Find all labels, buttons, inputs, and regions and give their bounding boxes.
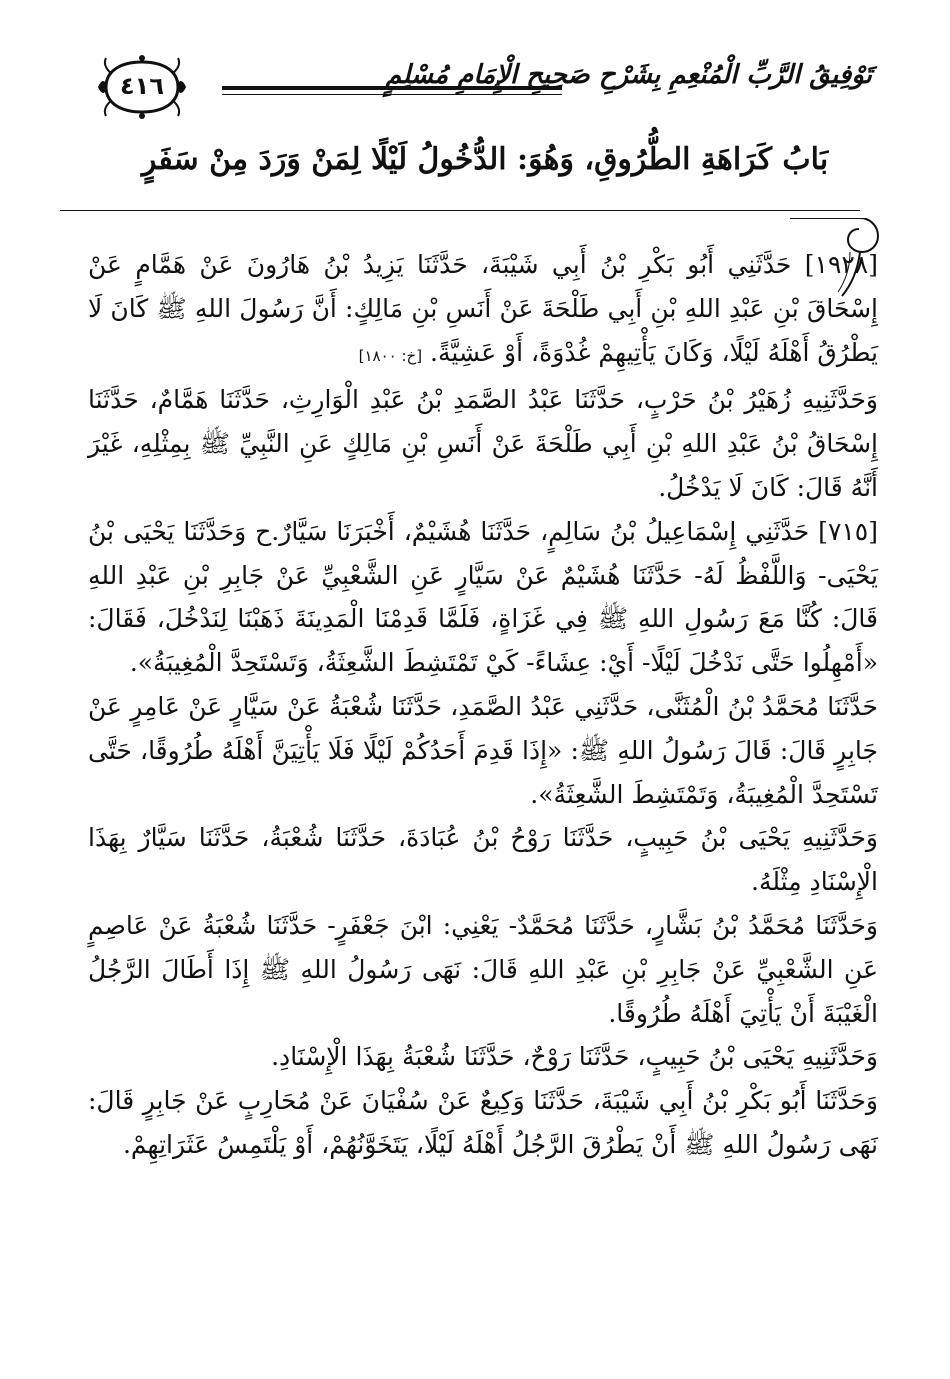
header-rule-thin (222, 94, 562, 95)
paragraph: وَحَدَّثَنِيهِ يَحْيَى بْنُ حَبِيبٍ، حَدَّثَنَا رَوْحُ بْنُ عُبَادَةَ، حَدَّثَنَا شُعْبَةُ، حَدَّثَنَا سَيَّارٌ بِهَذَا الْإِسْنَادِ مِثْلَهُ. (88, 823, 878, 897)
paragraph-715: [٧١٥] حَدَّثَنِي إِسْمَاعِيلُ بْنُ سَالِمٍ، حَدَّثَنَا هُشَيْمٌ، أَخْبَرَنَا سَيَّارٌ.ح وَحَدَّثَنَا يَحْيَى بْنُ يَحْيَى- وَاللَّفْظُ لَهُ- حَدَّثَنَا هُشَيْمٌ عَنْ سَيَّارٍ عَنِ الشَّعْبِيِّ عَنْ جَابِرِ بْنِ عَبْدِ اللهِ قَالَ: كُنَّا مَعَ رَسُولِ اللهِ ﷺ فِي غَزَاةٍ، فَلَمَّا قَدِمْنَا الْمَدِينَةَ ذَهَبْنَا لِنَدْخُلَ، فَقَالَ: «أَمْهِلُوا حَتَّى نَدْخُلَ لَيْلًا- أَيْ: عِشَاءً- كَيْ تَمْتَشِطَ الشَّعِثَةُ، وَتَسْتَحِدَّ الْمُغِيبَةُ». (88, 516, 878, 678)
paragraph: وَحَدَّثَنِيهِ زُهَيْرُ بْنُ حَرْبٍ، حَدَّثَنَا عَبْدُ الصَّمَدِ بْنُ عَبْدِ الْوَارِثِ، حَدَّثَنَا هَمَّامٌ، حَدَّثَنَا إِسْحَاقُ بْنُ عَبْدِ اللهِ بْنِ أَبِي طَلْحَةَ عَنْ أَنَسِ بْنِ مَالِكٍ عَنِ النَّبِيِّ ﷺ بِمِثْلِهِ، غَيْرَ أَنَّهُ قَالَ: كَانَ لَا يَدْخُلُ. (88, 385, 878, 502)
chapter-title: بَابُ كَرَاهَةِ الطُّرُوقِ، وَهُوَ: الدُّخُولُ لَيْلًا لِمَنْ وَرَدَ مِنْ سَفَرٍ (141, 142, 829, 177)
chapter-rule (60, 210, 860, 211)
paragraph: وَحَدَّثَنِيهِ يَحْيَى بْنُ حَبِيبٍ، حَدَّثَنَا رَوْحٌ، حَدَّثَنَا شُعْبَةُ بِهَذَا الْإِسْنَادِ. (271, 1042, 878, 1072)
header-rule (222, 86, 562, 90)
paragraph: وَحَدَّثَنَا أَبُو بَكْرِ بْنُ أَبِي شَيْبَةَ، حَدَّثَنَا وَكِيعٌ عَنْ سُفْيَانَ عَنْ مُحَارِبٍ عَنْ جَابِرٍ قَالَ: نَهَى رَسُولُ اللهِ ﷺ أَنْ يَطْرُقَ الرَّجُلُ أَهْلَهُ لَيْلًا، يَتَخَوَّنُهُمْ، أَوْ يَلْتَمِسُ عَثَرَاتِهِمْ. (88, 1086, 878, 1159)
cross-reference: [خ: ١٨٠٠] (358, 346, 423, 365)
running-title: تَوْفِيقُ الرَّبِّ الْمُنْعِمِ بِشَرْحِ صَحِيحِ الْإِمَامِ مُسْلِمٍ (385, 60, 872, 90)
paragraph: وَحَدَّثَنَا مُحَمَّدُ بْنُ بَشَّارٍ، حَدَّثَنَا مُحَمَّدٌ- يَعْنِي: ابْنَ جَعْفَرٍ- حَدَّثَنَا شُعْبَةُ عَنْ عَاصِمٍ عَنِ الشَّعْبِيِّ عَنْ جَابِرِ بْنِ عَبْدِ اللهِ قَالَ: نَهَى رَسُولُ اللهِ ﷺ إِذَا أَطَالَ الرَّجُلُ الْغَيْبَةَ أَنْ يَأْتِيَ أَهْلَهُ طُرُوقًا. (88, 910, 878, 1028)
paragraph: حَدَّثَنَا مُحَمَّدُ بْنُ الْمُثَنَّى، حَدَّثَنِي عَبْدُ الصَّمَدِ، حَدَّثَنَا شُعْبَةُ عَنْ سَيَّارٍ عَنْ عَامِرٍ عَنْ جَابِرٍ قَالَ: قَالَ رَسُولُ اللهِ ﷺ: «إِذَا قَدِمَ أَحَدُكُمْ لَيْلًا فَلَا يَأْتِيَنَّ أَهْلَهُ طُرُوقًا، حَتَّى تَسْتَحِدَّ الْمُغِيبَةُ، وَتَمْتَشِطَ الشَّعِثَةُ». (88, 691, 878, 809)
paragraph-text: [١٩٢٨] حَدَّثَنِي أَبُو بَكْرِ بْنُ أَبِي شَيْبَةَ، حَدَّثَنَا يَزِيدُ بْنُ هَارُونَ عَنْ هَمَّامٍ عَنْ إِسْحَاقَ بْنِ عَبْدِ اللهِ بْنِ أَبِي طَلْحَةَ عَنْ أَنَسِ بْنِ مَالِكٍ: أَنَّ رَسُولَ اللهِ ﷺ كَانَ لَا يَطْرُقُ أَهْلَهُ لَيْلًا، وَكَانَ يَأْتِيهِمْ غُدْوَةً، أَوْ عَشِيَّةً. (88, 250, 878, 367)
page-header (92, 52, 872, 128)
page-number: ٤١٦ (120, 72, 164, 100)
body-text (88, 243, 878, 1167)
paragraph-1928 (88, 243, 878, 378)
